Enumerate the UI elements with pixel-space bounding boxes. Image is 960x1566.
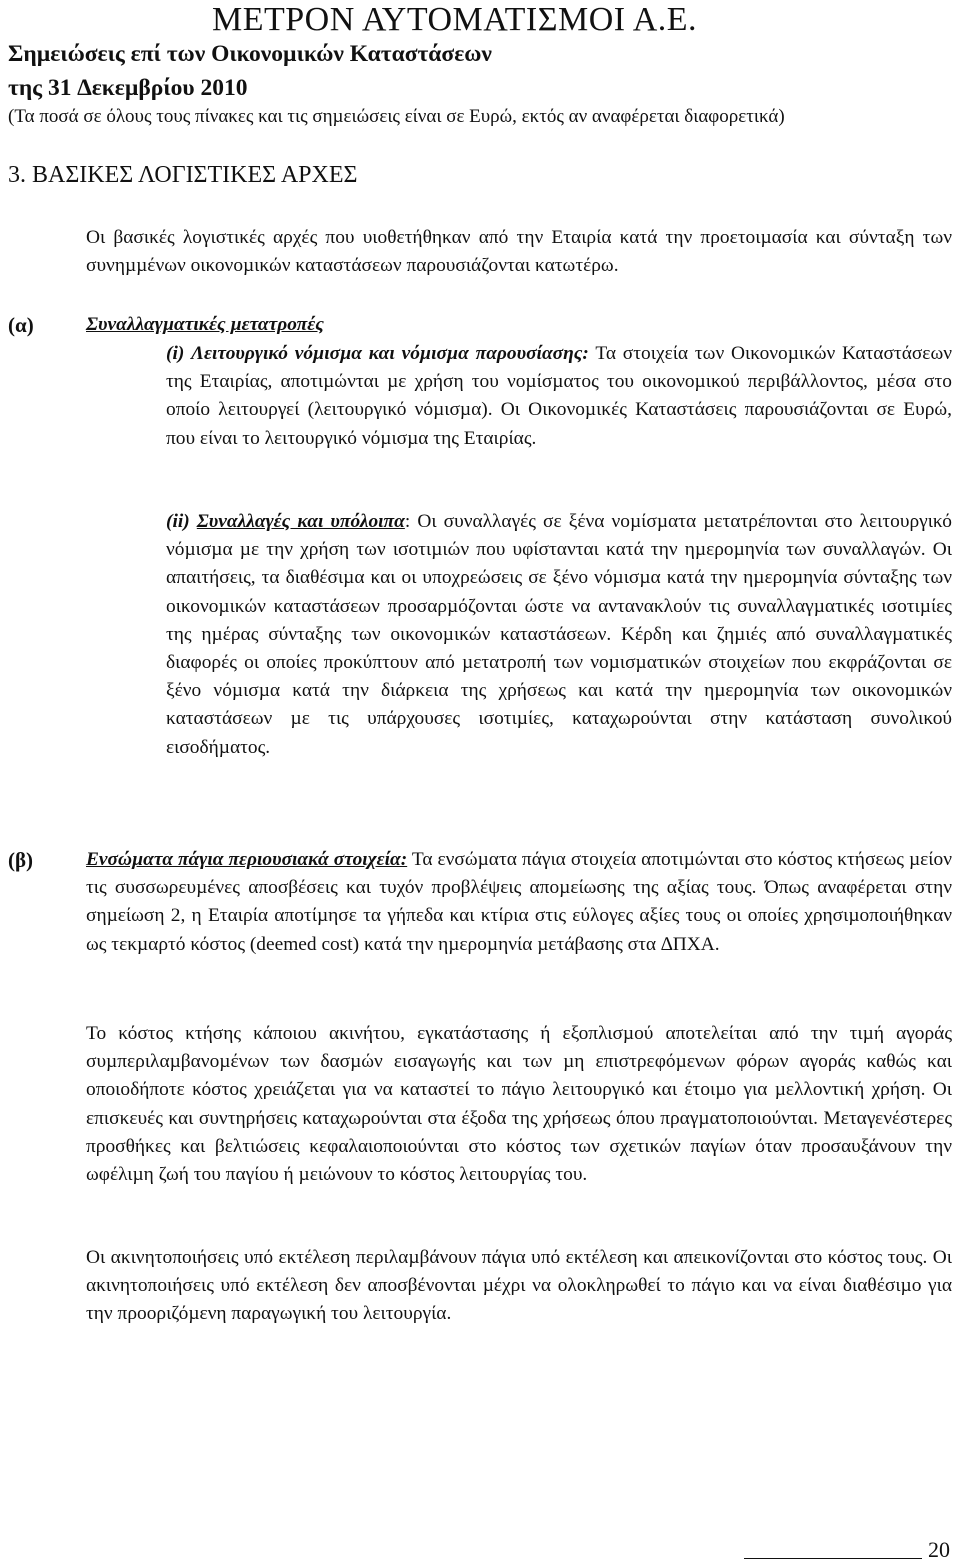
item-a-heading-text: Συναλλαγµατικές µετατροπές [86, 314, 324, 335]
section-title: 3. ΒΑΣΙΚΕΣ ΛΟΓΙΣΤΙΚΕΣ ΑΡΧΕΣ [8, 162, 358, 188]
company-name: ΜΕΤΡΟΝ ΑΥΤΟΜΑΤΙΣΜΟΙ Α.Ε. [212, 1, 698, 38]
page-number: 20 [928, 1537, 950, 1562]
document-date: της 31 ∆εκεµβρίου 2010 [8, 75, 248, 101]
document-title: Σηµειώσεις επί των Οικονοµικών Καταστάσεων [8, 41, 492, 67]
item-a-sub-ii-heading: Συναλλαγές και υπόλοιπα [196, 511, 405, 532]
item-a-sub-i [166, 340, 952, 453]
item-b-para-2: Το κόστος κτήσης κάποιου ακινήτου, εγκατάστασης ή εξοπλισµού αποτελείται από την τιµή αγοράς συµπεριλαµβανοµένων των δασµών εισαγωγής και των µη επιστρεφόµενων φόρων αγοράς καθώς και οποιοδήποτε κόστος χρειάζεται για να καταστεί το πάγιο λειτουργικό και έτοιµο για µελλοντική χρήση. Οι επισκευές και συντηρήσεις καταχωρούνται στα έξοδα της χρήσεως όπου πραγµατοποιούνται. Μεταγενέστερες προσθήκες και βελτιώσεις κεφαλαιοποιούνται στο κόστος των σχετικών παγίων όταν προσαυξάνουν την ωφέλιµη ζωή του παγίου ή µειώνουν το κόστος λειτουργίας του. [86, 1023, 952, 1186]
item-a-sub-i-heading: (i) Λειτουργικό νόµισµα και νόµισµα παρουσίασης: [166, 343, 589, 364]
item-a-label: (α) [8, 313, 34, 337]
item-b-heading: Ενσώµατα πάγια περιουσιακά στοιχεία: [86, 849, 408, 870]
item-a-heading [86, 311, 952, 339]
item-a-sub-ii [166, 508, 952, 762]
item-b-para-1 [86, 846, 952, 959]
item-a-sub-ii-label: (ii) [166, 511, 190, 532]
footer-rule [744, 1558, 922, 1559]
item-a-sub-ii-text: : Οι συναλλαγές σε ξένα νοµίσµατα µετατρέπονται στο λειτουργικό νόµισµα µε την χρήση των ισοτιµιών που υφίστανται κατά την ηµεροµηνία των συναλλαγών. Οι απαιτήσεις, τα διαθέσιµα και οι υποχρεώσεις σε ξένο νόµισµα κατά την ηµεροµηνία σύνταξης των οικονοµικών καταστάσεων προσαρµόζονται ώστε να αντανακλούν τις συναλλαγµατικές ισοτιµίες της ηµέρας σύνταξης των οικονοµικών καταστάσεων. Κέρδη και ζηµιές από συναλλαγµατικές διαφορές οι οποίες προκύπτουν από µετατροπή των νοµισµατικών στοιχείων που εκφράζονται σε ξένο νόµισµα κατά την διάρκεια της χρήσεως και κατά την ηµεροµηνία των οικονοµικών καταστάσεων µε τις υπάρχουσες ισοτιµίες, καταχωρούνται στην κατάσταση συνολικού εισοδήµατος. [166, 511, 952, 758]
item-b-label: (β) [8, 848, 34, 872]
section-intro: Οι βασικές λογιστικές αρχές που υιοθετήθηκαν από την Εταιρία κατά την προετοιµασία και σύνταξη των συνηµµένων οικονοµικών καταστάσεων παρουσιάζονται κατωτέρω. [86, 227, 952, 277]
item-a-sub-i-text: Τα στοιχεία των Οικονοµικών Καταστάσεων της Εταιρίας, αποτιµώνται µε χρήση του νοµίσµατος του οικονοµικού περιβάλλοντος, µέσα στο οποίο λειτουργεί (λειτουργικό νόµισµα). Οι Οικονοµικές Καταστάσεις παρουσιάζονται σε Ευρώ, που είναι το λειτουργικό νόµισµα της Εταιρίας. [166, 343, 952, 449]
item-b-text: Τα ενσώµατα πάγια στοιχεία αποτιµώνται στο κόστος κτήσεως µείον τις συσσωρευµένες αποσβέσεις και τυχόν προβλέψεις αποµείωσης της αξίας τους. Όπως αναφέρεται στην σηµείωση 2, η Εταιρία αποτίµησε τα γήπεδα και κτίρια στις εύλογες αξίες τους οι οποίες χρησιµοποιήθηκαν ως τεκµαρτό κόστος (deemed cost) κατά την ηµεροµηνία µετάβασης στα ∆ΠΧΑ. [86, 849, 952, 955]
item-b-para-3: Οι ακινητοποιήσεις υπό εκτέλεση περιλαµβάνουν πάγια υπό εκτέλεση και απεικονίζονται στο κόστος τους. Οι ακινητοποιήσεις υπό εκτέλεση δεν αποσβένονται µέχρι να ολοκληρωθεί το πάγιο και να είναι διαθέσιµο για την προοριζόµενη παραγωγική του λειτουργία. [86, 1247, 952, 1325]
currency-note: (Τα ποσά σε όλους τους πίνακες και τις σηµειώσεις είναι σε Ευρώ, εκτός αν αναφέρεται διαφορετικά) [8, 106, 785, 127]
